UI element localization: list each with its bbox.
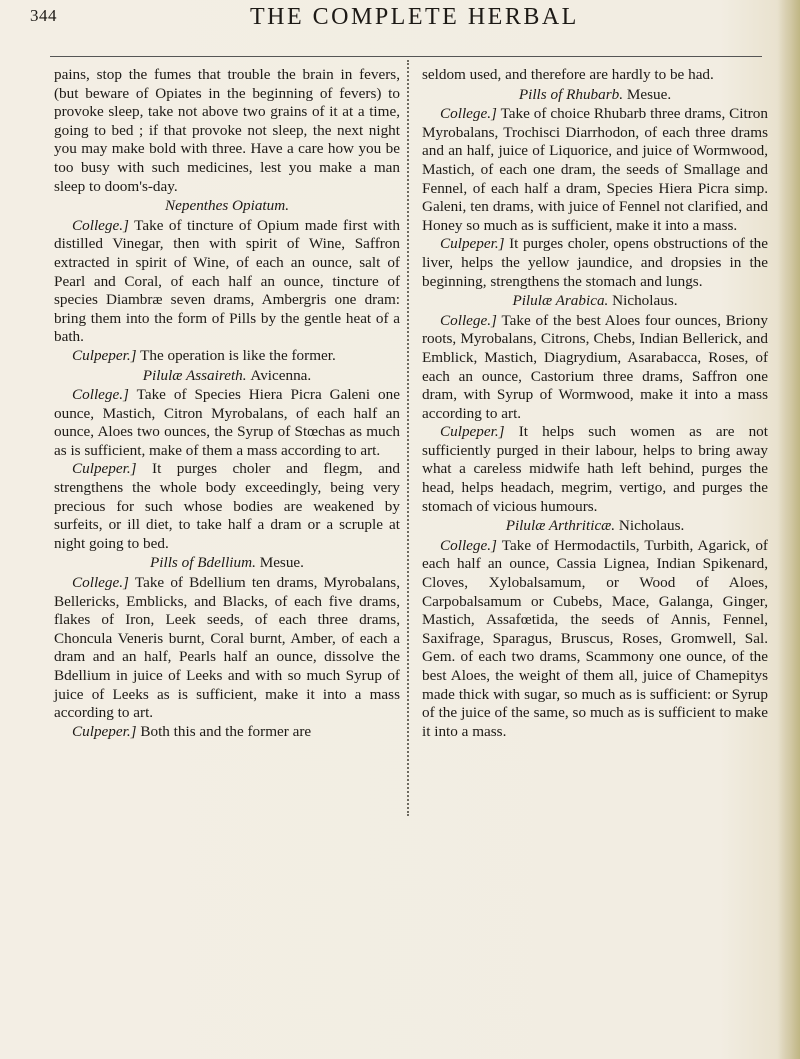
section-heading-arthriticae [422,517,768,536]
heading-author: Nicholaus. [618,517,685,535]
paragraph [422,312,768,424]
paragraph [422,537,768,742]
heading-author: Avicenna. [250,366,312,384]
header-rule [50,56,762,57]
heading-title: Pills of Rhubarb. [518,85,624,103]
paragraph-text: Take of Bdellium ten drams, Myrobalans, Bellericks, Emblicks, and Blacks, of each five drams, flakes of Iron, Leek seeds, of each three drams, Choncula Veneris burnt, Coral burnt, Amber, of each a dram and an half, Pearls half an ounce, dissolve the Bdellium in juice of Leeks and with so much Syrup of juice of Leeks as is sufficient, make it into a mass according to art. [54,574,400,722]
page-edge-shading [778,0,800,1059]
paragraph [54,386,400,460]
paragraph: seldom used, and therefore are hardly to be had. [422,66,714,83]
paragraph-text: It purges choler, opens obstructions of the liver, helps the yellow jaundice, and dropsies in the beginning, strengthens the stomach and lungs. [422,235,768,290]
paragraph [422,235,768,291]
paragraph [422,105,768,235]
right-column [422,66,768,741]
source-label: College.] [72,386,129,404]
paragraph: pains, stop the fumes that trouble the brain in fevers, (but beware of Opiates in the beginning of fevers) to provoke sleep, take not above two grains of it at a time, going to bed ; if that provoke not sleep, the next night you may make bold with three. Have a care how you be too busy with such medicines, lest you make a man sleep to doom's-day. [54,66,400,195]
column-divider [407,60,409,816]
left-column [54,66,400,741]
source-label: College.] [72,216,129,234]
source-label: Culpeper.] [72,460,137,478]
paragraph [54,347,400,366]
paragraph-text: Take of tincture of Opium made first with distilled Vinegar, then with spirit of Wine, Saffron extracted in spirit of Wine, of each an ounce, salt of Pearl and Coral, of each half an ounce, tincture of species Diambræ seven drams, Ambergris one dram: bring them into the form of Pills by the gentle heat of a bath. [54,216,400,346]
heading-author: Mesue. [259,554,304,572]
heading-author: Nicholaus. [612,292,678,310]
section-heading-rhubarb [422,86,768,105]
paragraph-text: Take of choice Rhubarb three drams, Citron Myrobalans, Trochisci Diarrhodon, of each three drams and an half, juice of Liquorice, and juice of Wormwood, Mastich, of each one dram, the seeds of Smallage and Fennel, of each half a dram, Species Hiera Picra simp. Galeni, ten drams, with juice of Fennel not clarified, and Honey so much as is sufficient, make it into a mass. [422,105,768,234]
heading-title: Pilulæ Assaireth. [142,366,247,384]
paragraph-text: Take of Species Hiera Picra Galeni one ounce, Mastich, Citron Myrobalans, of each half an ounce, Aloes two ounces, the Syrup of Stœchas as much as is sufficient, make of them a mass according to art. [54,386,400,459]
source-label: College.] [440,536,497,554]
paragraph [54,723,400,742]
section-heading-bdellium [54,554,400,573]
heading-title: Pills of Bdellium. [150,554,256,572]
heading-title: Nepenthes Opiatum. [164,197,289,215]
heading-title: Pilulæ Arthriticæ. [505,517,616,535]
paragraph-text: Both this and the former are [140,722,312,740]
paragraph-text: Take of Hermodactils, Turbith, Agarick, of each half an ounce, Cassia Lignea, Indian Spikenard, Cloves, Xylobalsamum, or Wood of Aloes, Carpobalsamum or Cubebs, Mace, Galanga, Ginger, Mastich, Assafœtida, the seeds of Annis, Fennel, Saxifrage, Sparagus, Bruscus, Roses, Gromwell, Sal. Gem. of each two drams, Scammony one ounce, of the best Aloes, the weight of them all, juice of Chamepitys made thick with sugar, so much as is sufficient: or Syrup of the juice of the same, so much as is sufficient to make it into a mass. [422,536,768,740]
running-head: THE COMPLETE HERBAL [250,4,579,30]
source-label: College.] [440,105,497,123]
paragraph [54,217,400,347]
paragraph-text: It purges choler and flegm, and strengthens the whole body exceedingly, being very precious for such whose bodies are weakened by surfeits, or ill diet, to take half a dram or a scruple at night going to bed. [54,460,400,552]
heading-title: Pilulæ Arabica. [512,292,609,310]
source-label: College.] [72,574,129,592]
paragraph [54,460,400,553]
source-label: Culpeper.] [72,346,137,364]
paragraph-text: The operation is like the former. [140,346,336,364]
source-label: Culpeper.] [72,722,137,740]
heading-author: Mesue. [626,85,672,103]
page-number: 344 [30,6,57,25]
section-heading-nepenthes [54,197,400,216]
page-header [30,4,770,44]
source-label: College.] [440,311,497,329]
source-label: Culpeper.] [440,423,505,441]
section-heading-arabica [422,292,768,311]
paragraph-text: Take of the best Aloes four ounces, Briony roots, Myrobalans, Citrons, Chebs, Indian Bellerick, and Emblick, Mastich, Diagrydium, Asarabacca, Roses, of each an ounce, Castorium three drams, Saffron one dram, with Syrup of Wormwood, make it into a mass according to art. [422,311,768,422]
paragraph-text: It helps such women as are not sufficiently purged in their labour, helps to bring away what a careless midwife hath left behind, purges the head, helps headach, megrim, vertigo, and purges the stomach of vicious humours. [422,423,768,515]
paragraph [54,574,400,723]
section-heading-assaireth [54,367,400,386]
paragraph [422,423,768,516]
source-label: Culpeper.] [440,235,505,253]
